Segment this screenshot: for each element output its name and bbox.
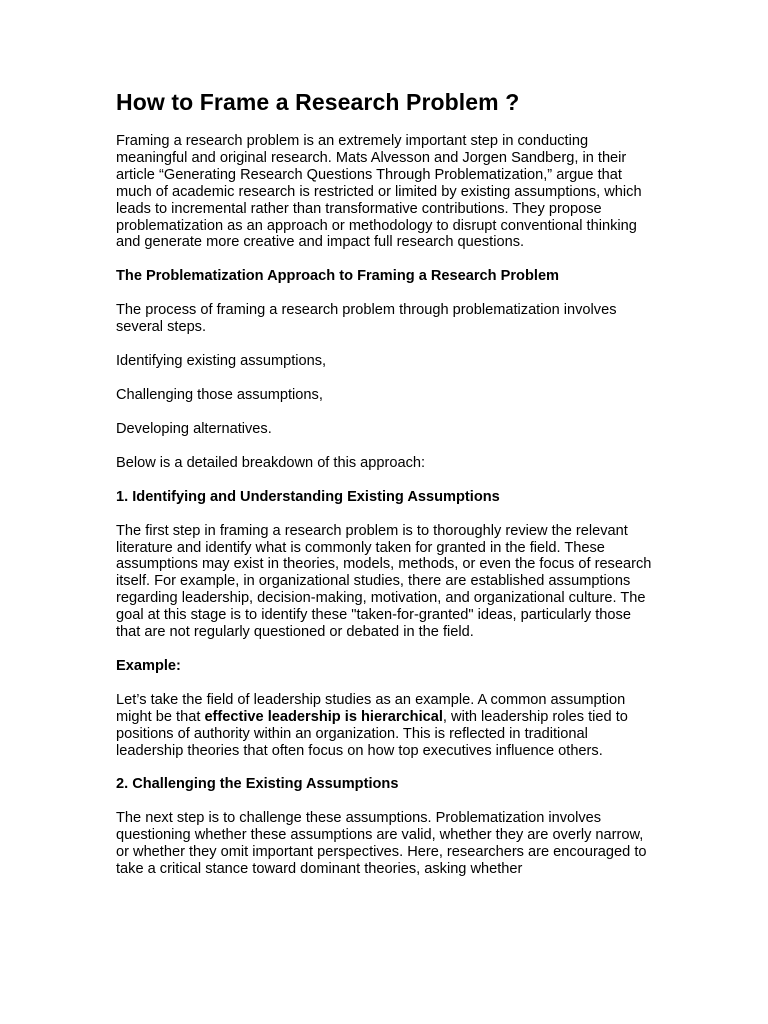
identifying-paragraph: The first step in framing a research problem is to thoroughly review the relevant literature and identify what is commonly taken for granted in the field. These assumptions may exist in theories, models, methods, or even the focus of research itself. For example, in organizational studies, there are established assumptions regarding leadership, decision-making, motivation, and organizational culture. The goal at this stage is to identify these "taken-for-granted" ideas, particularly those that are not regularly questioned or debated in the field. (116, 522, 652, 641)
challenging-paragraph: The next step is to challenge these assumptions. Problematization involves questioning whether these assumptions are valid, whether they are overly narrow, or whether they omit important perspectives. Here, researchers are encouraged to take a critical stance toward dominant theories, asking whether (116, 810, 647, 878)
intro-paragraph: Framing a research problem is an extremely important step in conducting meaningful and original research. Mats Alvesson and Jorgen Sandberg, in their article “Generating Research Questions Through Problematization,” argue that much of academic research is restricted or limited by existing assumptions, which leads to incremental rather than transformative contributions. They propose problematization as an approach or methodology to disrupt conventional thinking and generate more creative and impact full research questions. (116, 133, 642, 251)
breakdown-paragraph: Below is a detailed breakdown of this approach: (116, 454, 426, 471)
heading-challenging-assumptions: 2. Challenging the Existing Assumptions (116, 776, 399, 793)
document-title: How to Frame a Research Problem ? (116, 89, 520, 115)
example-paragraph (116, 692, 656, 760)
step-item: Identifying existing assumptions, (116, 353, 327, 370)
heading-identifying-assumptions: 1. Identifying and Understanding Existing Assumptions (116, 488, 500, 505)
step-item: Developing alternatives. (116, 420, 272, 437)
example-text-pre: Let’s take the field of leadership studies as an example. A common assumption might be that (116, 691, 626, 725)
step-item: Challenging those assumptions, (116, 386, 323, 403)
example-text-bold: effective leadership is hierarchical (204, 708, 443, 725)
document-page (116, 88, 656, 895)
process-paragraph: The process of framing a research problem through problematization involves several steps. (116, 302, 617, 336)
example-label: Example: (116, 657, 181, 674)
section-heading: The Problematization Approach to Framing a Research Problem (116, 268, 560, 285)
example-text-post: , with leadership roles tied to positions of authority within an organization. This is reflected in traditional leadership theories that often focus on how top executives influence others. (116, 708, 628, 759)
